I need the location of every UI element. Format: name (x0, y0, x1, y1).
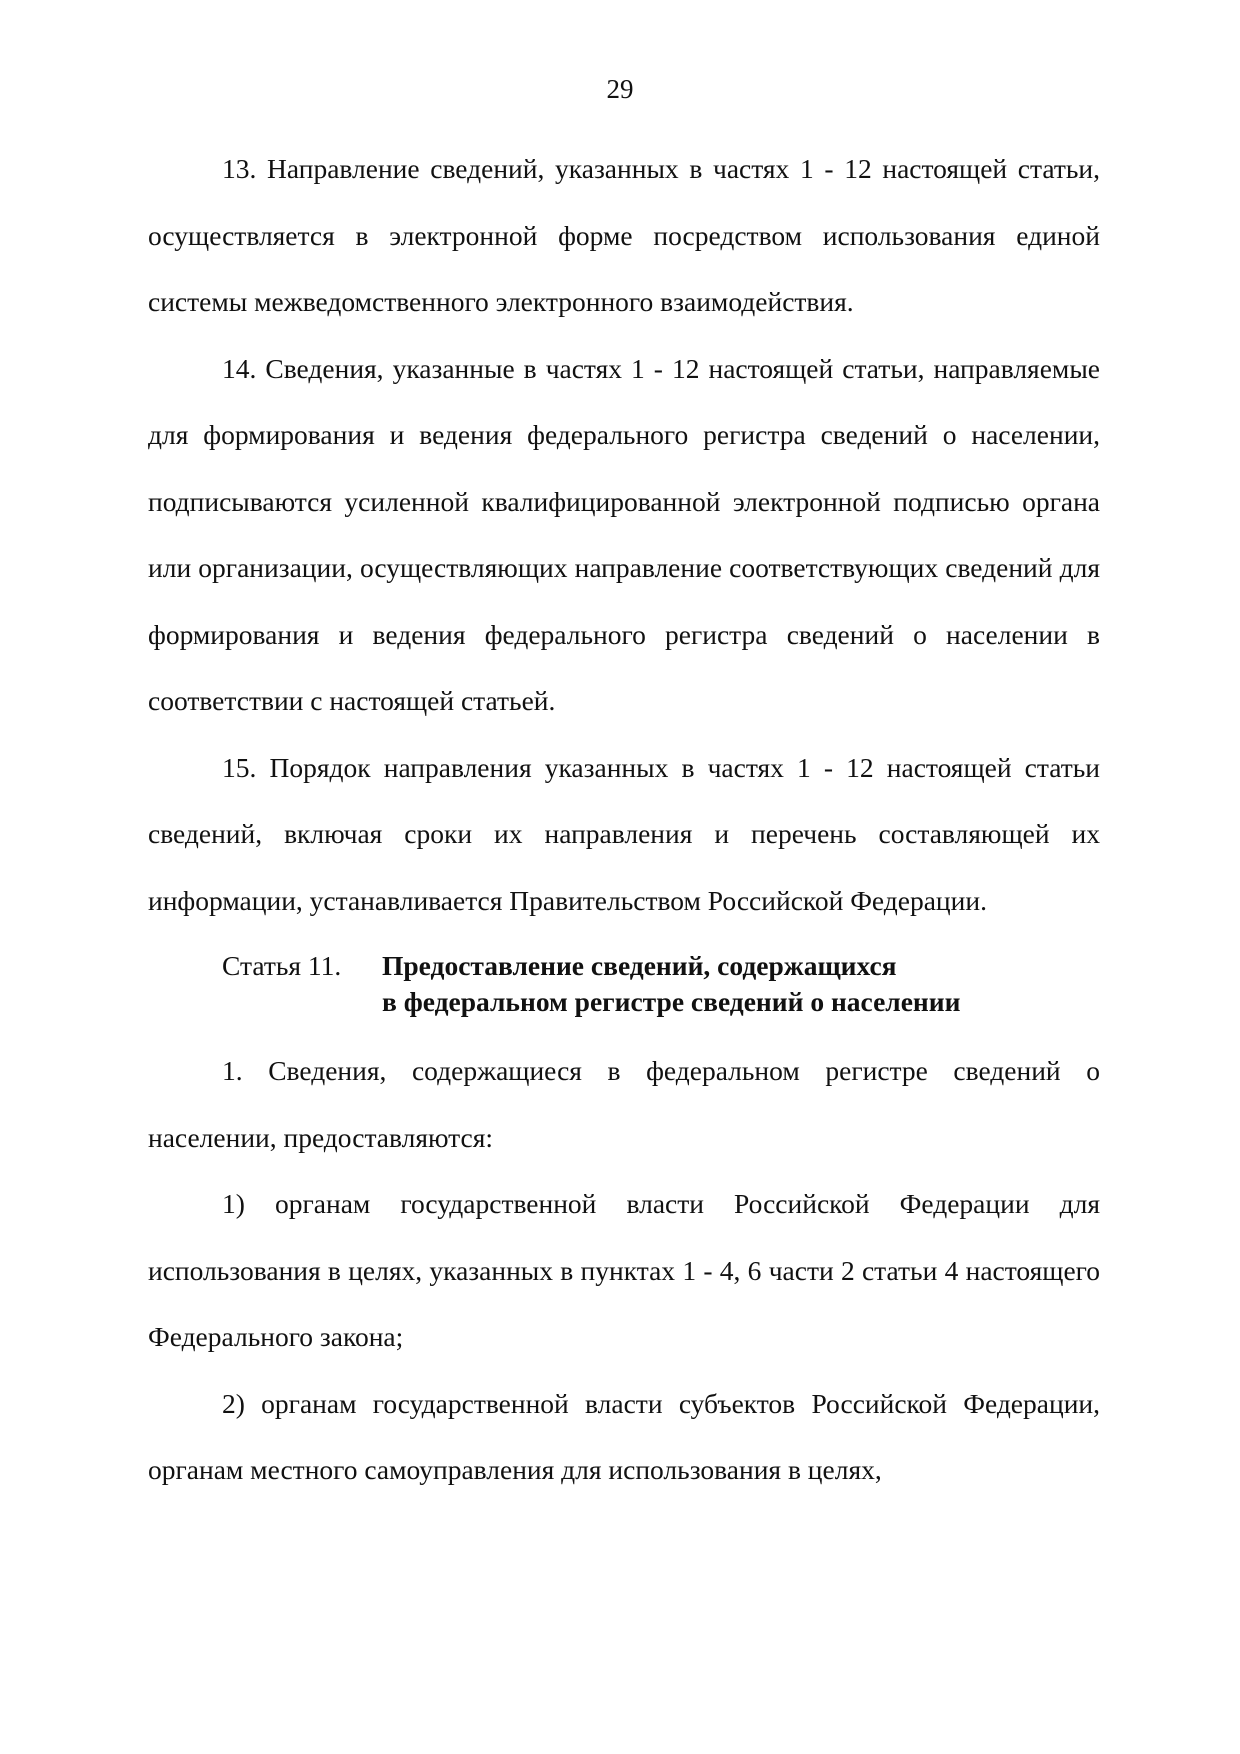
article-item-1: 1) органам государственной власти Российской Федерации для использования в целях, указанных в пунктах 1 - 4, 6 части 2 статьи 4 настоящего Федерального закона; (148, 1188, 1100, 1352)
article-title (382, 948, 960, 1020)
article-title-line-2: в федеральном регистре сведений о населении (382, 986, 961, 1017)
article-heading (148, 948, 1100, 1020)
article-title-line-1: Предоставление сведений, содержащихся (382, 950, 897, 981)
paragraph-15: 15. Порядок направления указанных в частях 1 - 12 настоящей статьи сведений, включая сроки их направления и перечень составляющей их информации, устанавливается Правительством Российской Федерации. (148, 751, 1100, 916)
page-number: 29 (606, 74, 634, 104)
article-number: Статья 11. (222, 950, 342, 981)
article-paragraph-1: 1. Сведения, содержащиеся в федеральном регистре сведений о населении, предоставляются: (148, 1055, 1100, 1153)
article-item-2: 2) органам государственной власти субъектов Российской Федерации, органам местного самоуправления для использования в целях, (148, 1387, 1100, 1485)
paragraph-14: 14. Сведения, указанные в частях 1 - 12 настоящей статьи, направляемые для формирования и ведения федерального регистра сведений о населении, подписываются усиленной квалифицированной электронной подписью органа или организации, осуществляющих направление соответствующих сведений для формирования и ведения федерального регистра сведений о населении в соответствии с настоящей статьей. (148, 352, 1100, 716)
body-text (148, 136, 1100, 1504)
paragraph-13: 13. Направление сведений, указанных в частях 1 - 12 настоящей статьи, осуществляется в электронной форме посредством использования единой системы межведомственного электронного взаимодействия. (148, 153, 1100, 317)
